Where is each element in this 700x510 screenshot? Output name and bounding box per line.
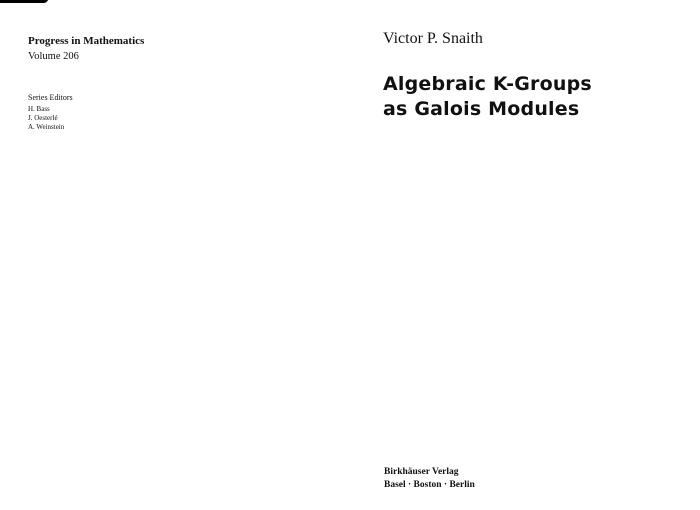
publisher-block — [384, 466, 475, 492]
author-name: Victor P. Snaith — [383, 30, 483, 47]
book-title-line: as Galois Modules — [383, 98, 580, 120]
book-title — [383, 72, 592, 122]
series-editor: J. Oesterlé — [28, 114, 58, 122]
series-editors-list — [28, 105, 64, 132]
series-editor: A. Weinstein — [28, 123, 65, 131]
publisher-name: Birkhäuser Verlag — [384, 467, 459, 477]
publisher-cities: Basel · Boston · Berlin — [384, 480, 475, 490]
series-editors-heading: Series Editors — [28, 93, 73, 102]
series-volume: Volume 206 — [28, 51, 79, 62]
series-editor: H. Bass — [28, 105, 50, 113]
series-name: Progress in Mathematics — [28, 35, 145, 47]
book-title-line: Algebraic K-Groups — [383, 73, 592, 95]
right-page — [350, 0, 700, 510]
